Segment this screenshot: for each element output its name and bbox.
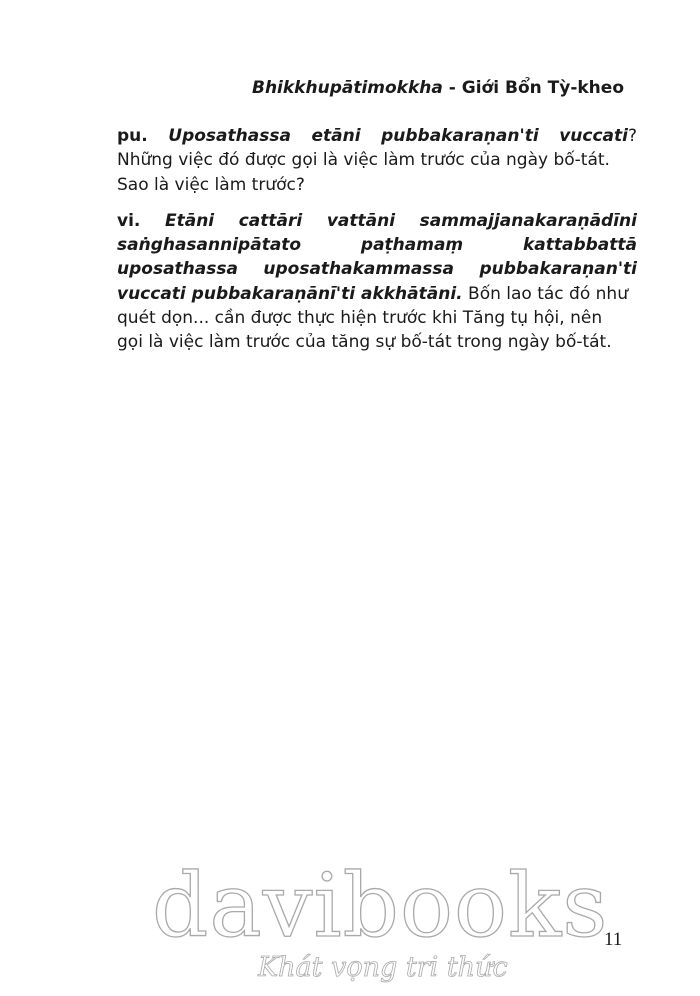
- pali-word: cattāri: [238, 210, 303, 231]
- paragraph-pu: [117, 124, 637, 197]
- text-line: [117, 257, 637, 281]
- pali-word: pubbakaraṇan'ti: [479, 259, 637, 280]
- translation-line: Những việc đó được gọi là việc làm trước của ngày bố-tát.: [117, 150, 610, 171]
- pali-word: etāni: [311, 126, 361, 146]
- header-vietnamese-title: Giới Bổn Tỳ-kheo: [461, 78, 624, 98]
- text-line: [117, 282, 637, 306]
- main-text: [117, 124, 637, 367]
- pali-word: uposathassa: [117, 259, 238, 280]
- running-header: [252, 80, 624, 97]
- text-line: [117, 209, 637, 233]
- header-separator: -: [442, 78, 462, 98]
- pali-word: sammajjanakaraṇādīni: [419, 210, 637, 231]
- question-mark: ?: [627, 126, 637, 146]
- paragraph-label: vi.: [117, 210, 141, 231]
- watermark-logo: davibooks: [152, 854, 609, 957]
- translation-line: Sao là việc làm trước?: [117, 174, 305, 195]
- pali-word: saṅghasannipātato: [117, 235, 302, 256]
- paragraph-label: pu.: [117, 126, 148, 146]
- pali-word: paṭhamaṃ: [360, 235, 464, 256]
- pali-word: Uposathassa: [168, 126, 291, 146]
- pali-word: Etāni: [164, 210, 215, 231]
- translation-fragment: Bốn lao tác đó như: [462, 283, 628, 304]
- pali-phrase: vuccati pubbakaraṇānī'ti akkhātāni.: [117, 283, 463, 304]
- pali-word: kattabbattā: [522, 235, 637, 256]
- header-pali-title: Bhikkhupātimokkha: [251, 78, 443, 98]
- pali-word: pubbakaraṇan'ti: [381, 126, 539, 146]
- text-line: [117, 124, 637, 148]
- pali-word: vuccati?: [559, 126, 637, 146]
- text-line: [117, 233, 637, 257]
- watermark-tagline: Khát vọng tri thức: [258, 952, 508, 983]
- translation-line: gọi là việc làm trước của tăng sự bố-tát trong ngày bố-tát.: [117, 332, 612, 353]
- translation-line: quét dọn... cần được thực hiện trước khi Tăng tụ hội, nên: [117, 308, 603, 329]
- pali-word: vattāni: [326, 210, 396, 231]
- paragraph-vi: [117, 209, 637, 355]
- page-number: 11: [604, 929, 623, 950]
- pali-word: uposathakammassa: [263, 259, 455, 280]
